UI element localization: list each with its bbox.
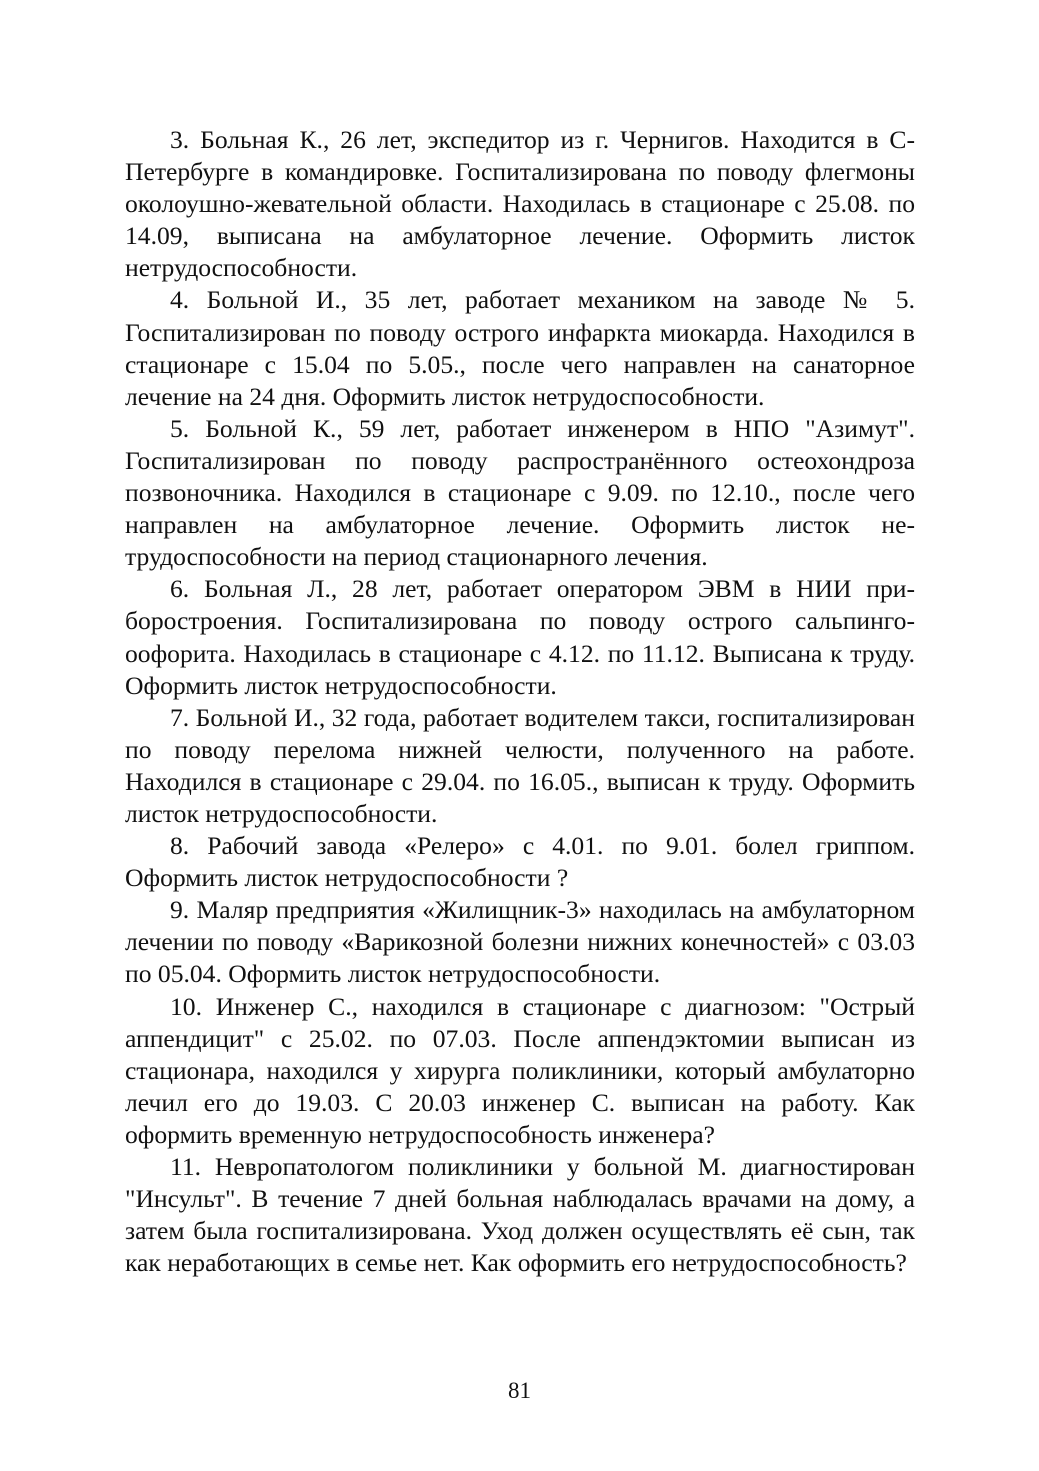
page-number: 81 xyxy=(508,1378,531,1403)
task-paragraph-11: 11. Невропатологом поликлиники у больной М. диагностирован "Инсульт". В течение 7 дней больная наблюдалась врачами на дому, а затем была госпитализирована. Уход должен осуществлять её сын, так как неработающих в семье нет. Как оформить его нетрудоспособность? xyxy=(125,1152,915,1278)
page-body xyxy=(125,124,915,1279)
task-paragraph-7: 7. Больной И., 32 года, работает водителем такси, госпитализирован по поводу перелома нижней челюсти, полученного на работе. Находился в стационаре с 29.04. по 16.05., выписан к труду. Оформить листок нетрудоспособности. xyxy=(125,702,915,828)
task-paragraph-5: 5. Больной К., 59 лет, работает инженером в НПО "Азимут". Госпитализирован по поводу распространённого остеохондроза позвоночника. Находился в стационаре с 9.09. по 12.10., после чего направлен на амбулаторное лечение. Оформить листок нетрудоспособности на период стационарного лечения. xyxy=(125,413,915,572)
task-paragraph-9: 9. Маляр предприятия «Жилищник-3» находилась на амбулаторном лечении по поводу «Варикозной болезни нижних конечностей» с 03.03 по 05.04. Оформить листок нетрудоспособности. xyxy=(125,895,915,989)
task-paragraph-10: 10. Инженер С., находился в стационаре с диагнозом: "Острый аппендицит" с 25.02. по 07.03. После аппендэктомии выписан из стационара, находился у хирурга поликлиники, который амбулаторно лечил его до 19.03. С 20.03 инженер С. выписан на работу. Как оформить временную нетрудоспособность инженера? xyxy=(125,991,915,1149)
task-paragraph-8: 8. Рабочий завода «Релеро» с 4.01. по 9.01. болел гриппом. Оформить листок нетрудоспособности ? xyxy=(125,831,915,893)
task-paragraph-4: 4. Больной И., 35 лет, работает механиком на заводе № 5. Госпитализирован по поводу острого инфаркта миокарда. Находился в стационаре с 15.04 по 5.05., после чего направлен на санаторное лечение на 24 дня. Оформить листок нетрудоспособности. xyxy=(125,285,915,411)
task-paragraph-3: 3. Больная К., 26 лет, экспедитор из г. Чернигов. Находится в С-Петербурге в командировке. Госпитализирована по поводу флегмоны околоушно-жевательной области. Находилась в стационаре с 25.08. по 14.09, выписана на амбулаторное лечение. Оформить листок нетрудоспособности. xyxy=(125,125,915,283)
task-paragraph-6: 6. Больная Л., 28 лет, работает оператором ЭВМ в НИИ приборостроения. Госпитализирована по поводу острого сальпингооофорита. Находилась в стационаре с 4.12. по 11.12. Выписана к труду. Оформить листок нетрудоспособности. xyxy=(125,574,915,700)
